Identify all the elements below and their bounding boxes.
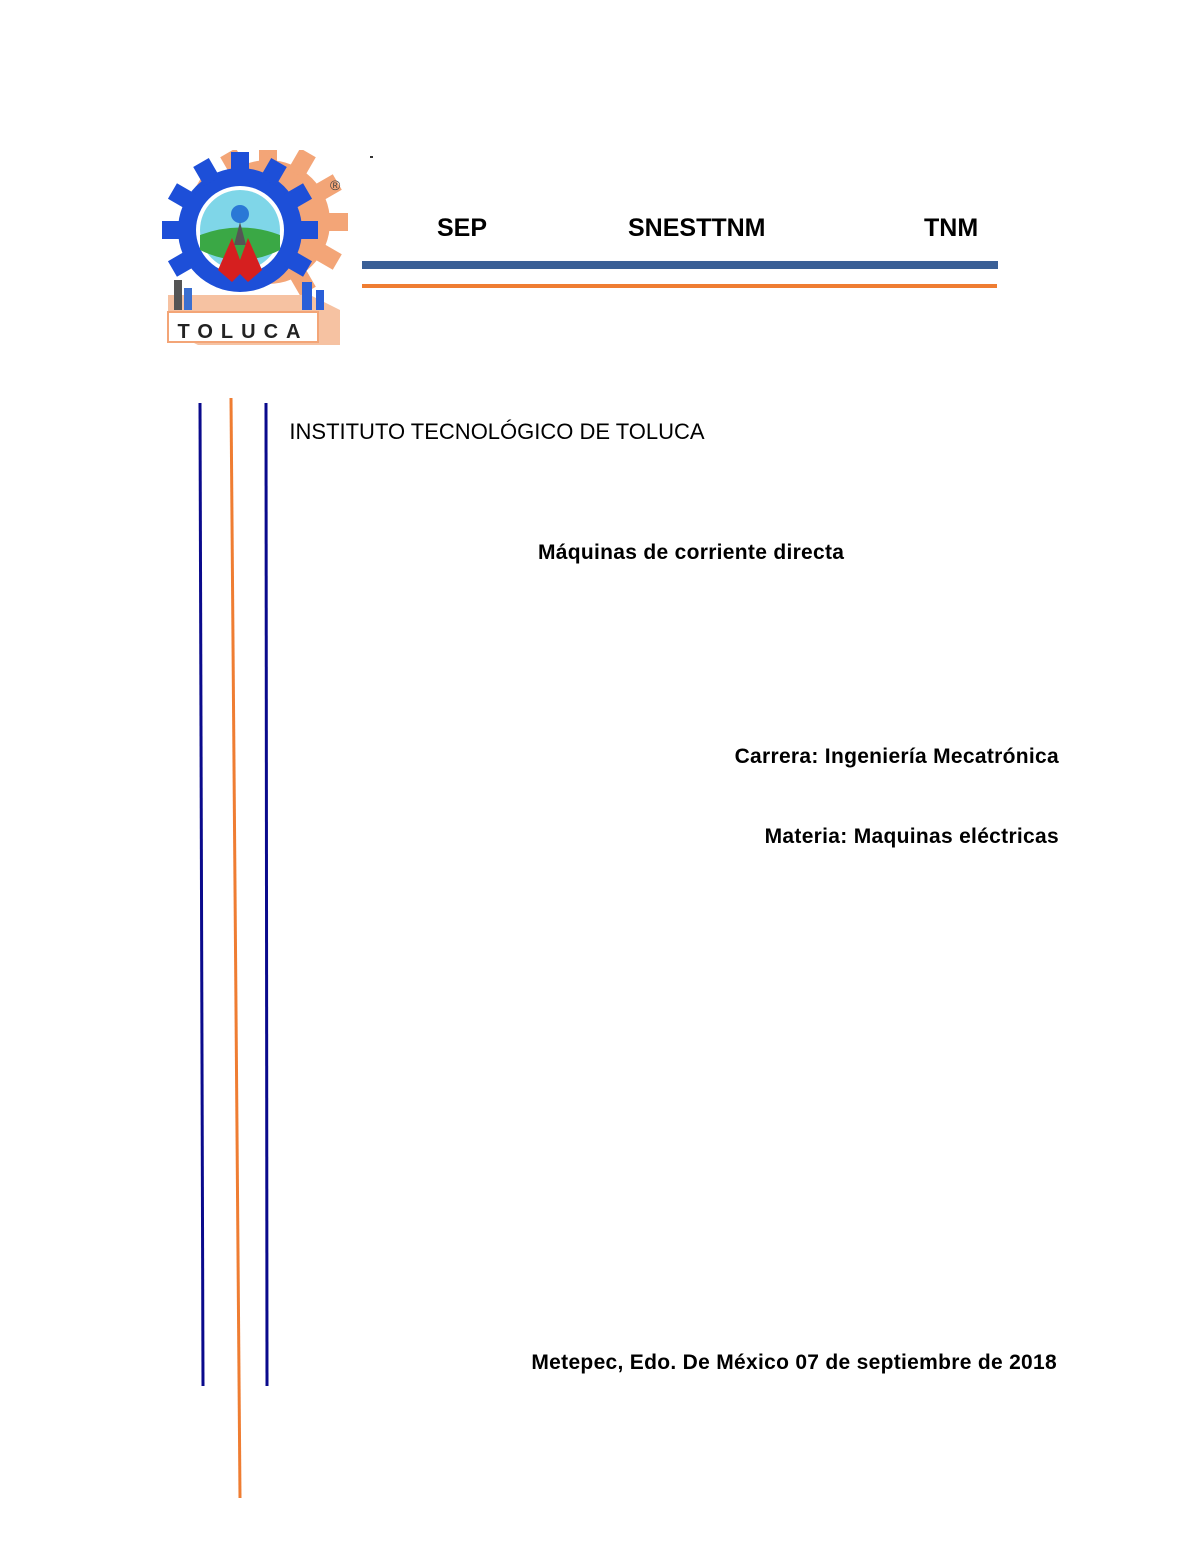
stray-mark bbox=[370, 156, 373, 158]
header-label-snesttnm: SNESTTNM bbox=[628, 214, 766, 242]
institution-logo bbox=[160, 150, 350, 355]
career-line: Carrera: Ingeniería Mecatrónica bbox=[734, 745, 1059, 768]
side-decorative-lines bbox=[190, 398, 280, 1503]
header-rule-orange bbox=[362, 284, 997, 288]
header-rule-blue bbox=[362, 261, 998, 269]
registered-mark: ® bbox=[330, 177, 341, 193]
document-subject: Máquinas de corriente directa bbox=[538, 541, 845, 564]
header-label-tnm: TNM bbox=[924, 214, 979, 242]
header-label-sep: SEP bbox=[437, 214, 488, 242]
logo-text: TOLUCA bbox=[177, 321, 309, 343]
course-line: Materia: Maquinas eléctricas bbox=[764, 825, 1059, 848]
institution-name: INSTITUTO TECNOLÓGICO DE TOLUCA bbox=[289, 419, 705, 444]
place-date-line: Metepec, Edo. De México 07 de septiembre de 2018 bbox=[531, 1351, 1057, 1374]
